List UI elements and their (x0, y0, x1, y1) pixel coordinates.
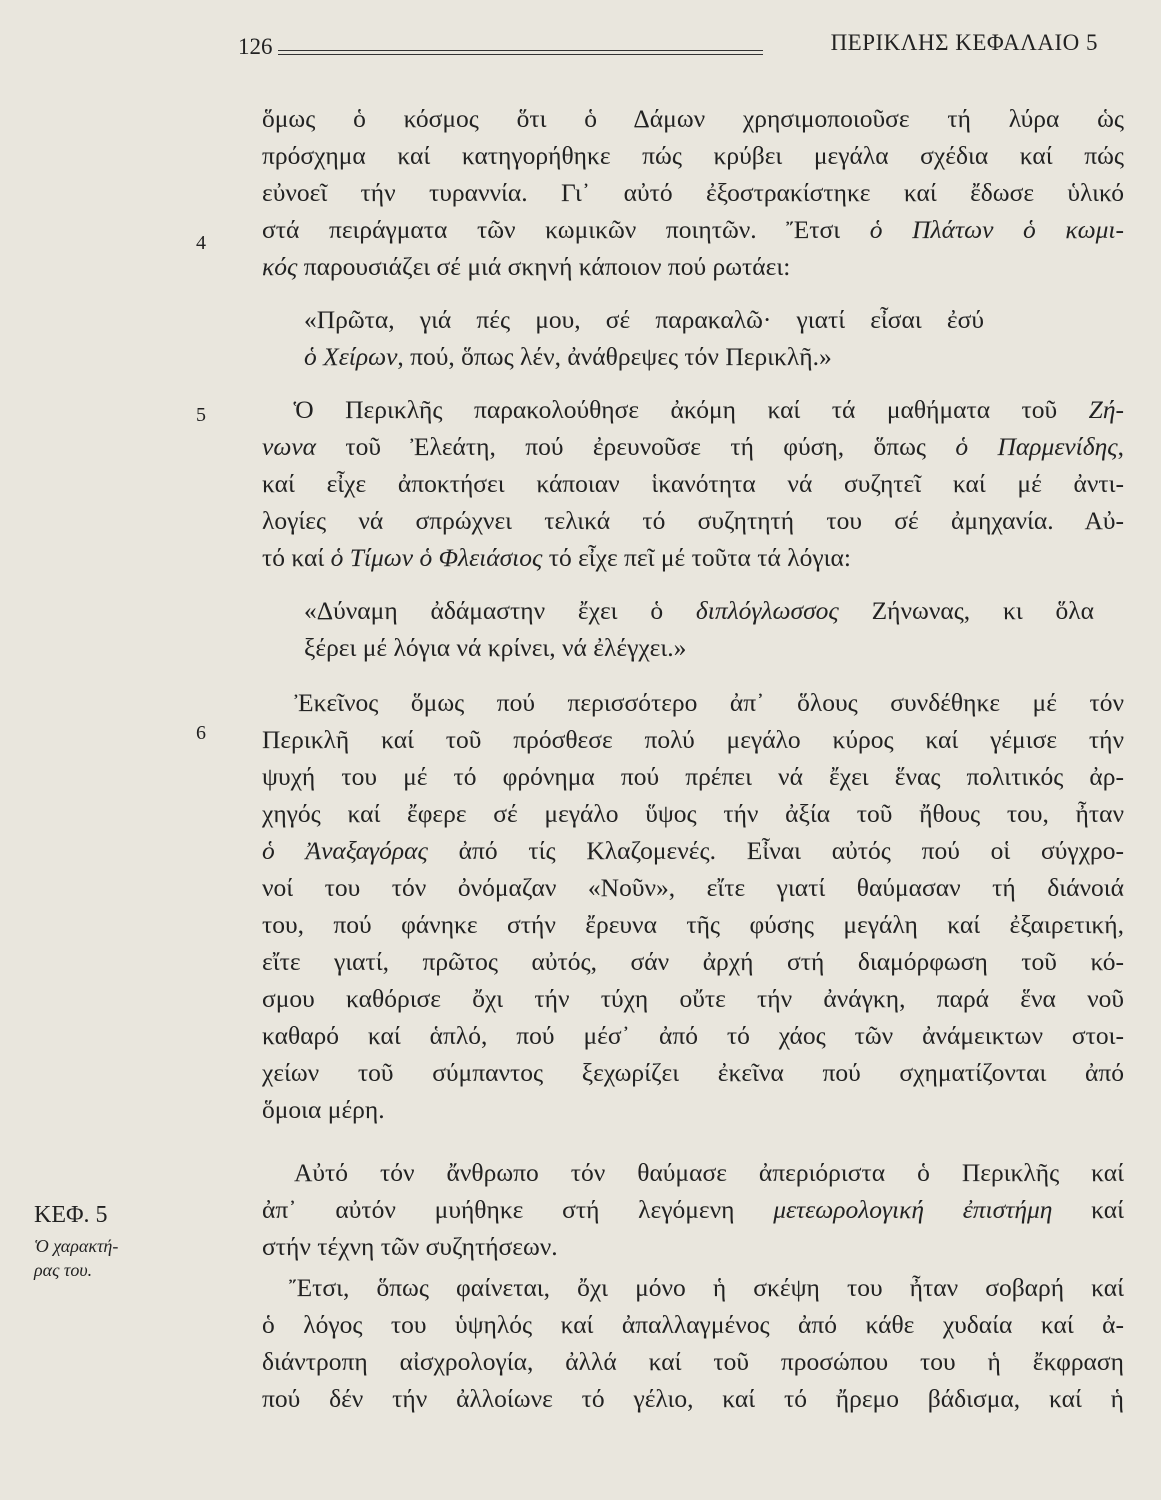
text-line: Περικλῆ καί τοῦ πρόσθεσε πολύ μεγάλο κύρος καί γέμισε τήν (262, 725, 1124, 754)
text-run: ἀπό τίς Κλαζομενές. Εἶναι αὐτός πού οἱ σύγχρο- (427, 836, 1124, 865)
text-run: τό εἶχε πεῖ μέ τοῦτα τά λόγια: (542, 543, 851, 572)
text-run: Ὁ Περικλῆς παρακολούθησε ἀκόμη καί τά μαθήματα τοῦ (293, 395, 1058, 424)
text-run: ἀπ᾿ αὐτόν μυήθηκε στή λεγόμενη (262, 1195, 735, 1224)
italic-name: κός (262, 252, 298, 281)
bleed-through-mark (1080, 590, 1160, 612)
text-line: εὐνοεῖ τήν τυραννία. Γι᾿ αὐτό ἐξοστρακίστηκε καί ἔδωσε ὑλικό (262, 178, 1124, 207)
italic-name: νωνα (262, 432, 317, 461)
text-line: ὅμοια μέρη. (262, 1095, 385, 1124)
italic-name: ὁ Τίμων ὁ Φλειάσιος (330, 543, 543, 572)
text-line (262, 1154, 1124, 1191)
text-run: «Δύναμη ἀδάμαστην ἔχει ὁ (304, 596, 664, 625)
text-line: λογίες νά σπρώχνει τελικά τό συζητητή του σέ ἀμηχανία. Αὐ- (262, 506, 1124, 535)
text-line: πρόσχημα καί κατηγορήθηκε πώς κρύβει μεγάλα σχέδια καί πώς (262, 141, 1124, 170)
running-head: ΠΕΡΙΚΛΗΣ ΚΕΦΑΛΑΙΟ 5 (830, 30, 1098, 55)
text-line: διάντροπη αἰσχρολογία, ἀλλά καί τοῦ προσώπου του ἡ ἔκφραση (262, 1347, 1124, 1376)
margin-number-5: 5 (196, 404, 206, 426)
text-line: ψυχή του μέ τό φρόνημα πού πρέπει νά ἔχει ἕνας πολιτικός ἀρ- (262, 762, 1124, 791)
text-line: ὁ λόγος του ὑψηλός καί ἀπαλλαγμένος ἀπό κάθε χυδαία καί ἀ- (262, 1310, 1124, 1339)
italic-word: διπλόγλωσσος (695, 596, 839, 625)
text-line: καθαρό καί ἁπλό, πού μέσ᾿ ἀπό τό χάος τῶν ἀνάμεικτων στοι- (262, 1021, 1124, 1050)
margin-number-6: 6 (196, 722, 206, 744)
sidenote-line: Ὁ χαρακτή- (34, 1236, 119, 1256)
text-line (304, 338, 984, 375)
header-double-rule (278, 50, 763, 51)
text-line: χείων τοῦ σύμπαντος ξεχωρίζει ἐκεῖνα πού σχηματίζονται ἀπό (262, 1058, 1124, 1087)
text-line: «Πρῶτα, γιά πές μου, σέ παρακαλῶ· γιατί εἶσαι ἐσύ (304, 305, 984, 334)
text-line: ὅμως ὁ κόσμος ὅτι ὁ Δάμων χρησιμοποιοῦσε τή λύρα ὡς (262, 104, 1124, 133)
italic-name: Ζή- (1088, 395, 1124, 424)
text-line (262, 428, 1124, 465)
text-run: Ἔτσι, ὅπως φαίνεται, ὄχι μόνο ἡ σκέψη του ἦταν σοβαρή καί (289, 1273, 1125, 1302)
italic-name: ὁ Ἀναξαγόρας (262, 836, 428, 865)
sidenote-title: ΚΕΦ. 5 (34, 1202, 108, 1228)
italic-name: ὁ Παρμενίδης (955, 432, 1118, 461)
text-line (262, 539, 1124, 576)
text-line (262, 832, 1124, 869)
text-run: παρουσιάζει σέ μιά σκηνή κάποιον πού ρωτάει: (297, 252, 791, 281)
text-line (304, 592, 1094, 629)
sidenote-line: ρας του. (34, 1260, 93, 1280)
text-line: του, πού φάνηκε στήν ἔρευνα τῆς φύσης μεγάλη καί ἐξαιρετική, (262, 910, 1124, 939)
italic-term: μετεωρολογική ἐπιστήμη (773, 1195, 1053, 1224)
text-line: χηγός καί ἔφερε σέ μεγάλο ὕψος τήν ἀξία τοῦ ἤθους του, ἦταν (262, 799, 1124, 828)
margin-number-4: 4 (196, 232, 206, 254)
text-line (262, 248, 1124, 285)
text-run: , πού, ὅπως λέν, ἀνάθρεψες τόν Περικλῆ.» (397, 342, 832, 371)
main-text (262, 100, 1124, 1417)
paragraph-5 (262, 1269, 1124, 1417)
italic-name: ὁ Χείρων (304, 342, 398, 371)
paragraph-1 (262, 100, 1124, 285)
page-header (238, 14, 1098, 58)
text-run: καί (1052, 1195, 1124, 1224)
chapter-sidenote (34, 1200, 174, 1282)
text-line: σμου καθόρισε ὄχι τήν τύχη οὔτε τήν ἀνάγκη, παρά ἕνα νοῦ (262, 984, 1124, 1013)
paragraph-2 (262, 391, 1124, 576)
text-line: καί εἶχε ἀποκτήσει κάποιαν ἱκανότητα νά συζητεῖ καί μέ ἀντι- (262, 469, 1124, 498)
page-number: 126 (238, 34, 273, 59)
text-run: Ἐκεῖνος ὅμως πού περισσότερο ἀπ᾿ ὅλους συνδέθηκε μέ τόν (294, 688, 1124, 717)
text-line (262, 684, 1124, 721)
text-line: νοί του τόν ὀνόμαζαν «Νοῦν», εἴτε γιατί θαύμασαν τή διάνοιά (262, 873, 1124, 902)
quote-2 (262, 592, 1094, 666)
paragraph-3 (262, 684, 1124, 1128)
paragraph-4 (262, 1154, 1124, 1265)
text-line: στήν τέχνη τῶν συζητήσεων. (262, 1232, 558, 1261)
italic-name: ὁ Πλάτων ὁ κωμι- (869, 215, 1124, 244)
text-run: τό καί (262, 543, 325, 572)
quote-1 (262, 301, 984, 375)
text-run: τοῦ Ἐλεάτη, πού ἐρευνοῦσε τή φύση, ὅπως (316, 432, 926, 461)
text-run: , (1117, 432, 1124, 461)
sidenote-desc (34, 1234, 174, 1282)
text-run: Αὐτό τόν ἄνθρωπο τόν θαύμασε ἀπεριόριστα ὁ Περικλῆς καί (293, 1158, 1125, 1187)
text-line: ξέρει μέ λόγια νά κρίνει, νά ἐλέγχει.» (304, 633, 687, 662)
text-line (262, 211, 1124, 248)
text-line (262, 1269, 1124, 1306)
text-line (262, 1191, 1124, 1228)
text-run: Ζήνωνας, κι ὅλα (838, 596, 1095, 625)
text-line: πού δέν τήν ἀλλοίωνε τό γέλιο, καί τό ἤρεμο βάδισμα, καί ἡ (262, 1384, 1124, 1413)
text-line (262, 391, 1124, 428)
text-run: στά πειράγματα τῶν κωμικῶν ποιητῶν. Ἔτσι (262, 215, 841, 244)
text-line: εἴτε γιατί, πρῶτος αὐτός, σάν ἀρχή στή διαμόρφωση τοῦ κό- (262, 947, 1124, 976)
